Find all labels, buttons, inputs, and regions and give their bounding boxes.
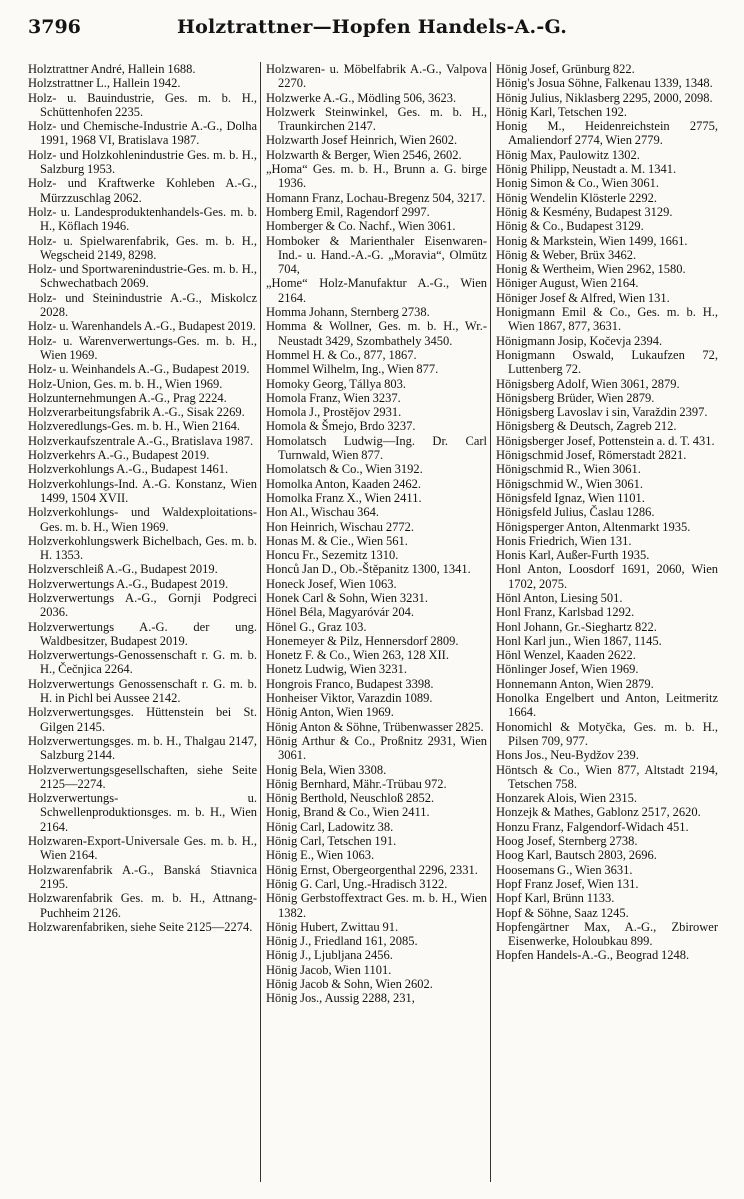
directory-entry: Hönig Max, Paulowitz 1302.	[496, 147, 640, 162]
directory-entry: Hopf Franz Josef, Wien 131.	[496, 876, 639, 891]
directory-entry: Hönig Hubert, Zwittau 91.	[266, 919, 399, 934]
directory-entry: Honcu Fr., Sezemitz 1310.	[266, 548, 399, 563]
directory-entry: Hon Heinrich, Wischau 2772.	[266, 519, 414, 534]
directory-entry: Honzarek Alois, Wien 2315.	[496, 791, 638, 806]
directory-entry: Holz- u. Warenhandels A.-G., Budapest 2019.	[28, 319, 256, 334]
directory-entry: Hönig Anton, Wien 1969.	[266, 705, 394, 720]
directory-entry: Hönl Anton, Liesing 501.	[496, 590, 623, 605]
directory-entry: Hopf Karl, Brünn 1133.	[496, 891, 615, 906]
directory-entry: Honig & Wertheim, Wien 2962, 1580.	[496, 262, 686, 277]
directory-entry: Hönig Karl, Tetschen 192.	[496, 104, 627, 119]
directory-entry: Höntsch & Co., Wien 877, Altstadt 2194, Tetschen 758.	[496, 762, 718, 791]
page-header	[28, 14, 716, 44]
directory-entry: Holzverwertungs Genossenschaft r. G. m. b. H. in Pichl bei Aussee 2142.	[28, 676, 257, 706]
directory-entry: Hönig J., Friedland 161, 2085.	[266, 934, 418, 949]
directory-entry: Holz- u. Landesproduktenhandels-Ges. m. b. H., Köflach 1946.	[28, 204, 257, 234]
directory-entry: Honigmann Emil & Co., Ges. m. b. H., Wien 1867, 877, 3631.	[496, 305, 718, 334]
directory-entry: Honetz F. & Co., Wien 263, 128 XII.	[266, 648, 449, 663]
directory-entry: Holzwaren-Export-Universale Ges. m. b. H., Wien 2164.	[28, 834, 257, 863]
column-right	[490, 62, 718, 1182]
directory-entry: Holzunternehmungen A.-G., Prag 2224.	[28, 390, 227, 405]
directory-entry: Homola Franz, Wien 3237.	[266, 390, 401, 405]
directory-entry: Honemeyer & Pilz, Hennersdorf 2809.	[266, 633, 459, 648]
directory-entry: Holzwarenfabriken, siehe Seite 2125—2274.	[28, 919, 253, 934]
directory-entry: Hönlinger Josef, Wien 1969.	[496, 662, 639, 677]
directory-entry: Honheiser Viktor, Varazdin 1089.	[266, 691, 433, 706]
directory-entry: Hommel H. & Co., 877, 1867.	[266, 347, 417, 362]
directory-entry: Hönigsperger Anton, Altenmarkt 1935.	[496, 519, 691, 534]
directory-entry: Holz- u. Spielwarenfabrik, Ges. m. b. H., Wegscheid 2149, 8298.	[28, 233, 257, 262]
directory-entry: Holzverwertungs A.-G., Gornji Podgreci 2036.	[28, 590, 257, 620]
directory-entry: Honl Johann, Gr.-Sieghartz 822.	[496, 619, 657, 634]
directory-entry: Hönigschmid Josef, Römerstadt 2821.	[496, 448, 687, 463]
directory-entry: Holz- und Sportwarenindustrie-Ges. m. b. H., Schwechatbach 2069.	[28, 262, 257, 291]
directory-entry: Hoosemans G., Wien 3631.	[496, 862, 633, 877]
directory-entry: Holz- u. Warenverwertungs-Ges. m. b. H., Wien 1969.	[28, 333, 257, 362]
directory-entry: Honis Karl, Außer-Furth 1935.	[496, 548, 650, 563]
directory-entry: Honig M., Heidenreichstein 2775, Amaliendorf 2774, Wien 2779.	[496, 119, 718, 148]
directory-entry: Honig Simon & Co., Wien 3061.	[496, 176, 660, 191]
directory-entry: Hönig Anton & Söhne, Trübenwasser 2825.	[266, 719, 484, 734]
directory-entry: Honzu Franz, Falgendorf-Widach 451.	[496, 819, 689, 834]
directory-entry: Holz- und Chemische-Industrie A.-G., Dolha 1991, 1968 VI, Bratislava 1987.	[28, 119, 257, 148]
directory-entry: Hönig Jacob & Sohn, Wien 2602.	[266, 977, 433, 991]
directory-entry: Homberg Emil, Ragendorf 2997.	[266, 204, 430, 219]
directory-entry: Holzwaren- u. Möbelfabrik A.-G., Valpova 2270.	[266, 62, 487, 91]
directory-entry: Honis Friedrich, Wien 131.	[496, 533, 632, 548]
directory-entry: Hönig Arthur & Co., Proßnitz 2931, Wien 3061.	[266, 733, 487, 763]
directory-entry: Holzwerk Steinwinkel, Ges. m. b. H., Traunkirchen 2147.	[266, 104, 487, 134]
directory-entry: Homolka Anton, Kaaden 2462.	[266, 476, 421, 491]
directory-entry: Honolka Engelbert und Anton, Leitmeritz 1664.	[496, 691, 718, 720]
directory-entry: Holzverwertungsgesellschaften, siehe Seite 2125—2274.	[28, 762, 257, 791]
directory-entry: Honzejk & Mathes, Gablonz 2517, 2620.	[496, 805, 701, 820]
directory-entry: Honl Anton, Loosdorf 1691, 2060, Wien 1702, 2075.	[496, 562, 718, 591]
directory-entry: Homberger & Co. Nachf., Wien 3061.	[266, 219, 456, 234]
directory-entry: Hönigschmid W., Wien 3061.	[496, 476, 643, 491]
directory-entry: „Homa“ Ges. m. b. H., Brunn a. G. birge 1936.	[266, 162, 487, 191]
directory-entry: Holz-Union, Ges. m. b. H., Wien 1969.	[28, 376, 223, 391]
directory-entry: Hönig Carl, Tetschen 191.	[266, 834, 397, 849]
directory-entry: Honigmann Oswald, Lukaufzen 72, Luttenberg 72.	[496, 347, 718, 377]
directory-entry: Holzwerke A.-G., Mödling 506, 3623.	[266, 90, 457, 105]
directory-entry: Homma & Wollner, Ges. m. b. H., Wr.-Neustadt 3429, Szombathely 3450.	[266, 319, 487, 348]
directory-entry: Holzverkohlungs A.-G., Budapest 1461.	[28, 462, 229, 477]
directory-entry: Holzverkohlungs-Ind. A.-G. Konstanz, Wien 1499, 1504 XVII.	[28, 476, 257, 505]
directory-entry: Holz- u. Bauindustrie, Ges. m. b. H., Schüttenhofen 2235.	[28, 90, 257, 119]
directory-entry: „Home“ Holz-Manufaktur A.-G., Wien 2164.	[266, 276, 487, 305]
directory-entry: Homann Franz, Lochau-Bregenz 504, 3217.	[266, 190, 486, 205]
directory-entry: Hönigsfeld Ignaz, Wien 1101.	[496, 490, 645, 505]
directory-entry: Homolatsch & Co., Wien 3192.	[266, 462, 423, 477]
directory-entry: Holzverarbeitungsfabrik A.-G., Sisak 2269.	[28, 405, 245, 420]
directory-entry: Honek Carl & Sohn, Wien 3231.	[266, 590, 428, 605]
directory-entry: Hönig Carl, Ladowitz 38.	[266, 819, 394, 834]
directory-entry: Holzstrattner L., Hallein 1942.	[28, 76, 181, 91]
directory-entry: Honig, Brand & Co., Wien 2411.	[266, 805, 430, 820]
directory-entry: Holzveredlungs-Ges. m. b. H., Wien 2164.	[28, 419, 240, 434]
directory-columns	[28, 62, 718, 1182]
directory-entry: Honnemann Anton, Wien 2879.	[496, 676, 654, 691]
directory-entry: Holzverkohlungs- und Waldexploitations-Ges. m. b. H., Wien 1969.	[28, 505, 257, 534]
directory-entry: Holzverschleiß A.-G., Budapest 2019.	[28, 562, 218, 577]
directory-entry: Hönig Julius, Niklasberg 2295, 2000, 2098.	[496, 90, 713, 105]
directory-entry: Hönigsberg Lavoslav i sin, Varaždin 2397.	[496, 405, 708, 420]
directory-entry: Holzverwertungs A.-G. der ung. Waldbesitzer, Budapest 2019.	[28, 619, 257, 648]
directory-entry: Honas M. & Cie., Wien 561.	[266, 533, 408, 548]
directory-entry: Homola J., Prostějov 2931.	[266, 405, 402, 420]
directory-entry: Holzwarth & Berger, Wien 2546, 2602.	[266, 147, 462, 162]
directory-entry: Hönig Josef, Grünburg 822.	[496, 62, 635, 76]
directory-entry: Honetz Ludwig, Wien 3231.	[266, 662, 408, 677]
directory-entry: Hönigsberg Adolf, Wien 3061, 2879.	[496, 376, 680, 391]
directory-entry: Hönig Jos., Aussig 2288, 231,	[266, 991, 415, 1006]
page-number: 3796	[28, 16, 81, 38]
directory-entry: Hönigschmid R., Wien 3061.	[496, 462, 641, 477]
directory-entry: Hönig Philipp, Neustadt a. M. 1341.	[496, 162, 677, 177]
directory-entry: Hönig Jacob, Wien 1101.	[266, 962, 392, 977]
directory-entry: Honig & Markstein, Wien 1499, 1661.	[496, 233, 688, 248]
directory-entry: Hönig & Co., Budapest 3129.	[496, 219, 644, 234]
directory-entry: Hopfengärtner Max, A.-G., Zbirower Eisenwerke, Holoubkau 899.	[496, 919, 718, 949]
directory-entry: Holzwarenfabrik Ges. m. b. H., Attnang-Puchheim 2126.	[28, 891, 257, 920]
directory-entry: Honig Bela, Wien 3308.	[266, 762, 387, 777]
directory-entry: Hönig Gerbstoffextract Ges. m. b. H., Wien 1382.	[266, 891, 487, 920]
directory-entry: Honl Franz, Karlsbad 1292.	[496, 605, 635, 620]
directory-entry: Hönigsfeld Julius, Časlau 1286.	[496, 505, 655, 520]
directory-entry: Hönig's Josua Söhne, Falkenau 1339, 1348.	[496, 76, 713, 91]
directory-entry: Hönig & Kesmény, Budapest 3129.	[496, 204, 673, 219]
directory-entry: Hönel Béla, Magyaróvár 204.	[266, 605, 415, 620]
directory-entry: Honomichl & Motyčka, Ges. m. b. H., Pilsen 709, 977.	[496, 719, 718, 748]
directory-entry: Holzverwertungs-Genossenschaft r. G. m. b. H., Čečnjica 2264.	[28, 648, 257, 677]
directory-entry: Homola & Šmejo, Brdo 3237.	[266, 419, 416, 434]
directory-entry: Hönig Bernhard, Mähr.-Trübau 972.	[266, 776, 447, 791]
directory-entry: Hönig E., Wien 1063.	[266, 848, 375, 863]
directory-entry: Homolatsch Ludwig—Ing. Dr. Carl Turnwald, Wien 877.	[266, 433, 487, 463]
directory-entry: Holzverkohlungswerk Bichelbach, Ges. m. b. H. 1353.	[28, 533, 257, 563]
directory-entry: Holztrattner André, Hallein 1688.	[28, 62, 196, 76]
column-middle	[260, 62, 490, 1182]
directory-entry: Hopf & Söhne, Saaz 1245.	[496, 905, 629, 920]
directory-entry: Honl Karl jun., Wien 1867, 1145.	[496, 633, 662, 648]
directory-entry: Holzverwertungs A.-G., Budapest 2019.	[28, 576, 229, 591]
directory-entry: Holz- und Kraftwerke Kohleben A.-G., Mürzzuschlag 2062.	[28, 176, 257, 205]
directory-entry: Hon Al., Wischau 364.	[266, 505, 379, 520]
directory-entry: Holzverwertungsges. Hüttenstein bei St. Gilgen 2145.	[28, 705, 257, 734]
directory-entry: Homboker & Marienthaler Eisenwaren-Ind.- u. Hand.-A.-G. „Moravia“, Olmütz 704,	[266, 233, 487, 277]
directory-entry: Hönig Wendelin Klösterle 2292.	[496, 190, 658, 205]
directory-entry: Holzverkehrs A.-G., Budapest 2019.	[28, 448, 210, 463]
directory-entry: Honců Jan D., Ob.-Štěpanitz 1300, 1341.	[266, 562, 471, 577]
directory-entry: Hönel G., Graz 103.	[266, 619, 367, 634]
directory-entry: Hons Jos., Neu-Bydžov 239.	[496, 748, 639, 763]
directory-entry: Hönigsberg Brüder, Wien 2879.	[496, 390, 655, 405]
directory-entry: Hönig Berthold, Neuschloß 2852.	[266, 791, 435, 806]
directory-entry: Hönig Ernst, Obergeorgenthal 2296, 2331.	[266, 862, 478, 877]
directory-entry: Hongrois Franco, Budapest 3398.	[266, 676, 434, 691]
column-left	[28, 62, 260, 1182]
directory-entry: Hönl Wenzel, Kaaden 2622.	[496, 648, 636, 663]
directory-entry: Höniger Josef & Alfred, Wien 131.	[496, 290, 670, 305]
directory-entry: Hoog Karl, Bautsch 2803, 2696.	[496, 848, 657, 863]
directory-entry: Holzverwertungsges. m. b. H., Thalgau 2147, Salzburg 2144.	[28, 733, 257, 763]
directory-entry: Holzverkaufszentrale A.-G., Bratislava 1987.	[28, 433, 254, 448]
directory-entry: Höniger August, Wien 2164.	[496, 276, 639, 291]
directory-entry: Hönig G. Carl, Ung.-Hradisch 3122.	[266, 876, 448, 891]
directory-entry: Hönigmann Josip, Kočevja 2394.	[496, 333, 663, 348]
page-title: Holztrattner—Hopfen Handels-A.-G.	[176, 16, 568, 38]
directory-entry: Holzwarth Josef Heinrich, Wien 2602.	[266, 133, 458, 148]
directory-entry: Hönigsberg & Deutsch, Zagreb 212.	[496, 419, 677, 434]
directory-entry: Holz- und Steinindustrie A.-G., Miskolcz 2028.	[28, 290, 257, 320]
directory-entry: Hopfen Handels-A.-G., Beograd 1248.	[496, 948, 690, 963]
directory-entry: Hönig J., Ljubljana 2456.	[266, 948, 393, 963]
directory-entry: Holzwarenfabrik A.-G., Banská Stiavnica 2195.	[28, 862, 257, 891]
directory-entry: Hönigsberger Josef, Pottenstein a. d. T. 431.	[496, 433, 715, 448]
directory-entry: Homma Johann, Sternberg 2738.	[266, 305, 430, 320]
directory-entry: Holz- und Holzkohlenindustrie Ges. m. b. H., Salzburg 1953.	[28, 147, 257, 177]
directory-entry: Hommel Wilhelm, Ing., Wien 877.	[266, 362, 439, 377]
directory-entry: Hönig & Weber, Brüx 3462.	[496, 247, 637, 262]
directory-entry: Hoog Josef, Sternberg 2738.	[496, 834, 638, 849]
directory-entry: Homolka Franz X., Wien 2411.	[266, 490, 422, 505]
directory-entry: Holz- u. Weinhandels A.-G., Budapest 2019.	[28, 362, 250, 377]
directory-entry: Holzverwertungs- u. Schwellenproduktionsges. m. b. H., Wien 2164.	[28, 791, 257, 834]
directory-entry: Homoky Georg, Tállya 803.	[266, 376, 406, 391]
directory-entry: Honeck Josef, Wien 1063.	[266, 576, 397, 591]
